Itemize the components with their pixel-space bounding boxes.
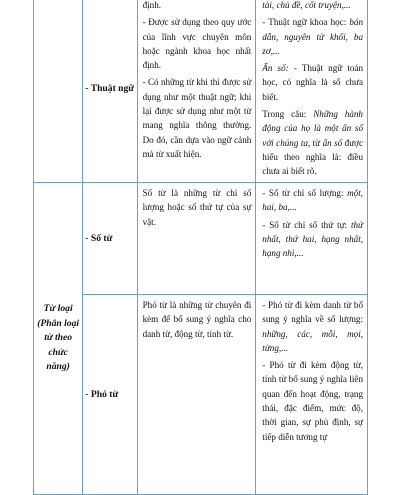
example-text: - Số từ chỉ số lượng: một, hai, ba,... - Số từ chỉ số thứ tự: thứ nhất, thứ hai, hạng nhất, hạng nhì,... <box>262 188 363 259</box>
definition-line: - Được sử dụng theo quy ước của lĩnh vực chuyên môn hoặc ngành khoa học nhất định. <box>142 17 252 71</box>
example-cell <box>256 183 368 295</box>
definition-text: Phó từ là những từ chuyên đi kèm để bổ sung ý nghĩa cho danh từ, động từ, tính từ. <box>142 300 252 339</box>
category-cell <box>34 183 83 495</box>
example-italic: tài, chủ đề, cốt truyện,... <box>262 0 351 10</box>
example-text: - Phó từ đi kèm danh từ bổ sung ý nghĩa về số lượng: những, các, mỗi, mọi, từng,... - Phó từ đi kèm động từ, tính từ bổ sung ý nghĩa liên quan đến hoạt động, trạng thái, đặc điểm, mức độ, thời gian, sự phủ định, sự tiếp diễn tương tự <box>262 300 363 442</box>
term-label-cell <box>83 0 137 183</box>
term-label-cell <box>83 183 137 295</box>
definition-cell <box>137 295 256 495</box>
term-label: - Số từ <box>85 232 113 244</box>
vocabulary-table <box>33 0 368 495</box>
definition-cell <box>137 183 256 295</box>
category-cell-empty <box>34 0 83 183</box>
example-italic: Ẩn số: <box>262 63 289 74</box>
definition-cell <box>137 0 256 183</box>
category-label: Từ loại (Phân loại từ theo chức năng) <box>37 303 80 373</box>
term-label: - Thuật ngữ <box>85 82 135 94</box>
example-italic: bán dẫn, nguyên tử khối, ba zơ,... <box>262 17 363 56</box>
example-cell <box>256 0 368 183</box>
table-row-so-tu <box>34 183 368 295</box>
table-row-thuat-ngu <box>34 0 368 183</box>
term-label: - Phó từ <box>85 388 119 400</box>
term-label-cell <box>83 295 137 495</box>
example-cell <box>256 295 368 495</box>
table-row-pho-tu <box>34 295 368 495</box>
definition-line: - Có những từ khi thì được sử dụng như một thuật ngữ; khi lại được sử dụng như một từ mang nghĩa thông thường. Do đó, cần dựa vào ngữ cảnh mà từ xuất hiện. <box>142 77 252 159</box>
definition-text: Số từ là những từ chỉ số lượng hoặc số thứ tự của sự vật. <box>142 188 252 227</box>
definition-text <box>138 0 256 164</box>
definition-line: định. <box>142 0 162 10</box>
example-text: tài, chủ đề, cốt truyện,... - Thuật ngữ khoa học: bán dẫn, nguyên tử khối, ba zơ,... Ẩn số: - Thuật ngữ toán học, có nghĩa là số chưa biết. Trong câu: Những hành động của họ là một ẩn số với chúng ta, từ ẩn số được hiểu theo nghĩa là: điều chưa ai biết rõ. <box>262 0 363 177</box>
